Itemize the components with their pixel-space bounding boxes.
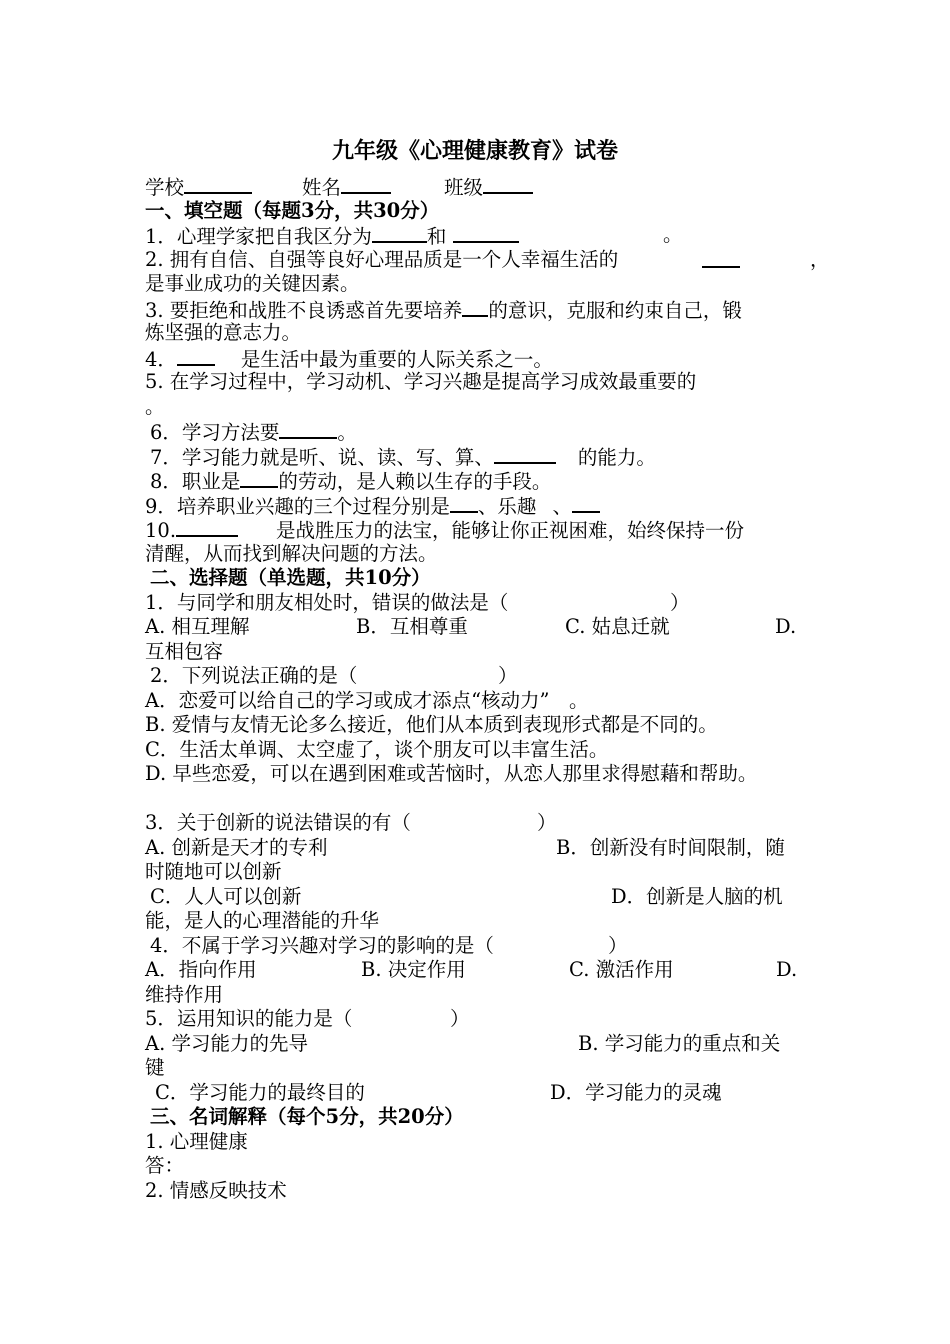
option-c[interactable]: C．生活太单调、太空虚了，谈个朋友可以丰富生活。 bbox=[145, 737, 609, 761]
s1-question-3: 3. 要拒绝和战胜不良诱惑首先要培养 的意识，克服和约束自己，锻 bbox=[145, 298, 742, 322]
blank[interactable] bbox=[572, 493, 600, 513]
option-d[interactable]: D. bbox=[776, 958, 798, 981]
s2-q5-options-cd bbox=[145, 1081, 825, 1106]
option-d[interactable]: D．创新是人脑的机 bbox=[611, 884, 783, 908]
option-c[interactable]: C. 姑息迁就 bbox=[565, 615, 670, 638]
school-blank[interactable] bbox=[184, 174, 252, 194]
s2-question-4: 4．不属于学习兴趣对学习的影响的是（ ） bbox=[150, 933, 628, 957]
blank[interactable] bbox=[702, 248, 740, 268]
s1-question-9: 9．培养职业兴趣的三个过程分别是 、乐趣 、 bbox=[145, 493, 825, 518]
option-b-cont: 键 bbox=[145, 1056, 165, 1079]
option-a[interactable]: A. 相互理解 bbox=[145, 615, 250, 638]
s1-question-3-cont: 炼坚强的意志力。 bbox=[145, 321, 302, 344]
s2-q5-options-ab bbox=[145, 1032, 825, 1057]
option-b[interactable]: B．互相尊重 bbox=[356, 615, 468, 638]
class-label: 班级 bbox=[444, 176, 484, 199]
option-d[interactable]: D. 早些恋爱，可以在遇到困难或苦恼时，从恋人那里求得慰藉和帮助。 bbox=[145, 762, 758, 785]
exam-content bbox=[145, 174, 830, 1203]
option-b[interactable]: B. 学习能力的重点和关 bbox=[578, 1031, 781, 1055]
option-b[interactable]: B. 决定作用 bbox=[361, 958, 466, 981]
s2-q3-options-cd bbox=[145, 885, 825, 910]
s1-question-5: 5. 在学习过程中，学习动机、学习兴趣是提高学习成效最重要的 bbox=[145, 370, 697, 393]
blank[interactable] bbox=[462, 297, 488, 317]
s1-question-8: 8．职业是 的劳动，是人赖以生存的手段。 bbox=[150, 470, 552, 493]
s3-question-2: 2. 情感反映技术 bbox=[145, 1178, 287, 1202]
option-a[interactable]: A．恋爱可以给自己的学习或成才添点“核动力” 。 bbox=[145, 688, 589, 712]
option-d[interactable]: D. bbox=[775, 615, 797, 638]
blank-line bbox=[145, 787, 825, 812]
s1-question-2-cont: 是事业成功的关键因素。 bbox=[145, 272, 360, 295]
s3-question-1: 1. 心理健康 bbox=[145, 1129, 248, 1153]
blank[interactable] bbox=[177, 346, 215, 366]
class-blank[interactable] bbox=[483, 174, 533, 194]
section2-heading: 二、选择题（单选题，共10分） bbox=[150, 566, 431, 589]
blank[interactable] bbox=[240, 468, 278, 488]
option-b-cont: 时随地可以创新 bbox=[145, 860, 282, 883]
blank[interactable] bbox=[453, 223, 519, 243]
s1-question-6: 6．学习方法要 。 bbox=[150, 421, 357, 444]
s1-question-10-cont: 清醒，从而找到解决问题的方法。 bbox=[145, 541, 438, 565]
s1-question-10: 10. 是战胜压力的法宝，能够让你正视困难，始终保持一份 bbox=[145, 519, 745, 542]
option-b[interactable]: B. 爱情与友情无论多么接近，他们从本质到表现形式都是不同的。 bbox=[145, 713, 718, 736]
section1-heading: 一、填空题（每题3分，共30分） bbox=[145, 198, 440, 222]
s1-question-7: 7．学习能力就是听、说、读、写、算、 的能力。 bbox=[150, 445, 656, 469]
option-d-cont: 维持作用 bbox=[145, 982, 224, 1006]
s1-question-5-cont: 。 bbox=[145, 394, 165, 418]
s2-question-2: 2．下列说法正确的是（ ） bbox=[150, 664, 518, 687]
blank[interactable] bbox=[450, 493, 478, 513]
page-title: 九年级《心理健康教育》试卷 bbox=[331, 138, 618, 164]
s1-question-1: 1．心理学家把自我区分为 和 。 bbox=[145, 223, 683, 248]
blank[interactable] bbox=[279, 419, 337, 439]
answer-label[interactable]: 答： bbox=[145, 1154, 185, 1177]
blank[interactable] bbox=[494, 444, 556, 464]
option-c[interactable]: C. 激活作用 bbox=[569, 958, 674, 981]
option-d-cont: 互相包容 bbox=[145, 639, 224, 663]
option-a[interactable]: A. 创新是天才的专利 bbox=[145, 835, 328, 859]
school-label: 学校 bbox=[145, 176, 185, 199]
option-a[interactable]: A. 学习能力的先导 bbox=[145, 1031, 308, 1055]
section3-heading: 三、名词解释（每个5分，共20分） bbox=[150, 1105, 464, 1128]
option-d[interactable]: D．学习能力的灵魂 bbox=[550, 1080, 722, 1104]
s2-q3-options-ab bbox=[145, 836, 825, 861]
s1-question-2: 2. 拥有自信、自强等良好心理品质是一个人幸福生活的 ， bbox=[145, 247, 830, 271]
blank[interactable] bbox=[372, 223, 427, 243]
name-label: 姓名 bbox=[302, 176, 342, 199]
s2-q1-options bbox=[145, 615, 825, 640]
student-info-row bbox=[145, 174, 825, 199]
name-blank[interactable] bbox=[341, 174, 391, 194]
option-a[interactable]: A．指向作用 bbox=[145, 958, 257, 981]
blank[interactable] bbox=[176, 517, 238, 537]
s1-question-4: 4． 是生活中最为重要的人际关系之一。 bbox=[145, 347, 553, 371]
s2-question-1: 1．与同学和朋友相处时，错误的做法是（ ） bbox=[145, 590, 690, 614]
s2-question-5: 5．运用知识的能力是（ ） bbox=[145, 1007, 470, 1030]
s2-q4-options bbox=[145, 958, 825, 983]
option-c[interactable]: C．人人可以创新 bbox=[150, 884, 302, 908]
option-b[interactable]: B．创新没有时间限制，随 bbox=[556, 835, 785, 859]
option-c[interactable]: C．学习能力的最终目的 bbox=[155, 1080, 365, 1104]
option-d-cont: 能，是人的心理潜能的升华 bbox=[145, 909, 380, 932]
s2-question-3: 3．关于创新的说法错误的有（ ） bbox=[145, 811, 557, 834]
